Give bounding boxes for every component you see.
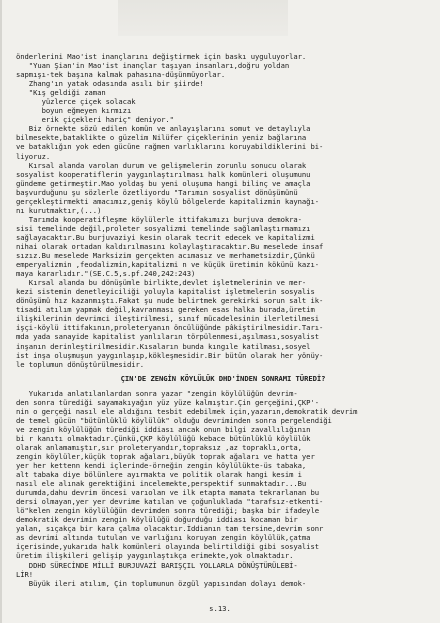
text-line: yer her kettenn kendi içlerinde-örneğin zengin köylülükte-üs tabaka, bbox=[16, 461, 307, 471]
text-line: tisadi atılım yapmak değil,kavranması gereken esas halka burada,üretim bbox=[16, 305, 315, 315]
text-block-part1 bbox=[16, 52, 430, 369]
text-line: sağlayacaktır.Bu burjuvaziyi kesin olarak tecrit edecek ve kapitalizmi bbox=[16, 232, 315, 242]
text-line: ist inşa oluşmuşun yaygınlaşıp,kökleşmesidir.Bir bütün olarak her yönüy- bbox=[16, 350, 324, 360]
text-line: mda yada sanayide kapitalist yanlıların törpülenmesi,aşılması,sosyalist bbox=[16, 332, 319, 342]
text-line: üretim ilişkileri gelişip yaygınlaştıkça erimekte,yok olmaktadır. bbox=[16, 551, 294, 561]
text-line: Zhang'ın yatak odasında asılı bir şiirde! bbox=[16, 79, 204, 89]
text-line: demokratik devrimin zengin köylülüğü doğurduğu iddiası kocaman bir bbox=[16, 515, 298, 525]
text-line: olarak anlamamıştır,sır proleteryandır,topraksız ,az topraklı,orta, bbox=[16, 442, 302, 452]
text-line: "Kış geldiği zaman bbox=[16, 88, 106, 98]
text-line: sızız.Bu meselede Marksizim gerçekten acımasız ve merhametsizdir,Çünkü bbox=[16, 251, 315, 261]
document-body bbox=[16, 52, 430, 588]
text-line: Kırsal alanda varolan durum ve gelişmelerin zorunlu sonucu olarak bbox=[16, 160, 307, 170]
text-line: başvurduğunu şu sözlerle özetliyordu "Tarımın sosyalist dönüşümünü bbox=[16, 187, 298, 197]
text-line: gündeme getirmeştir.Mao yoldaş bu yeni oluşuma hangi bilinç ve amaçla bbox=[16, 178, 311, 188]
text-line: "Yuan Şian'in Mao'ist inançlar taşıyan insanları,doğru yoldan bbox=[16, 61, 290, 71]
text-line: ilişkilerinin devrimci ileştirilmesi, sınıf mücadelesinin ilerletilmesi bbox=[16, 314, 319, 324]
text-line: Kırsal alanda bu dönüşümle birlikte,devlet işletmelerinin ve mer- bbox=[16, 278, 307, 288]
text-line: maya kararlıdır."(SE.C.5,s.pf.240,242:243) bbox=[16, 269, 196, 279]
left-margin-shadow bbox=[0, 0, 2, 623]
text-line: zengin köylüler,küçük toprak ağaları,büyük toprak ağaları ve hatta yer bbox=[16, 451, 315, 461]
page-number: s.13. bbox=[209, 604, 231, 613]
text-line: DDHD SÜRECİNDE MİLLİ BURJUVAZİ BARIŞÇIL YOLLARLA DÖNÜŞTÜRÜLEBİ- bbox=[16, 560, 298, 570]
paper-tape-mark bbox=[118, 0, 288, 36]
text-line: dersi olmayan,yer yer devrime katılan ve çoğunluklada "tarafsız-etkenti- bbox=[16, 497, 324, 507]
text-line: Biz örnekte sözü edilen komün ve anlayışlarını somut ve detaylıyla bbox=[16, 124, 311, 134]
text-line: boyun eğmeyen kırmızı bbox=[16, 106, 132, 116]
text-line: LİR! bbox=[16, 569, 34, 579]
text-line: de temel gücün "bütünlüklü köylülük" olduğu devriminden sonra pergelendiği bbox=[16, 415, 332, 425]
text-line: sapmışı-tek başına kalmak pahasına-düşünmüyorlar. bbox=[16, 70, 226, 80]
text-line: sisi temelinde değil,proleter sosyalizmi temelinde sağlamlaştırmamızı bbox=[16, 223, 311, 233]
section-heading: ÇIN'DE ZENGİN KÖYLÜLÜK DHD'İNDEN SONRAMI TÜREDİ? bbox=[120, 373, 326, 383]
text-line: Büyük ileri atılım, Çin toplumunun özgül yapısından dolayı demok- bbox=[16, 578, 307, 588]
text-line: erik çiçekleri hariç" deniyor." bbox=[16, 115, 174, 125]
text-line: kezi sistemin denetleyiciliği yoluyla kapitalist işletmelerin sosyalis bbox=[16, 287, 315, 297]
text-line: alt tabaka diye bölünlere ayırmakta ve politik olarak hangi kesim i bbox=[16, 470, 302, 480]
text-line: as devrimi altında tutulan ve varlığını koruyan zengin köylülük,çatma bbox=[16, 533, 311, 543]
text-line: yüzlerce çiçek solacak bbox=[16, 97, 136, 107]
text-line: emperyalizmin ,feodalizmin,kapitalizmi n ve küçük üretimin kökünü kazı- bbox=[16, 260, 319, 270]
text-line: Tarımda kooperatifleşme köylülerle ittifakımızı burjuva demokra- bbox=[16, 214, 302, 224]
text-line: sosyalist kooperatiflerin yaygınlaştırılması halk komünleri oluşumunu bbox=[16, 169, 311, 179]
text-line: nı kurutmaktır,(...) bbox=[16, 205, 102, 215]
text-line: durumda,dahu devrim öncesi varıolan ve ilk etapta mamata tekrarlanan bu bbox=[16, 488, 319, 498]
text-line: inşanın derinleştirilmesidir.Kısaların bunda kıngıle katilması,sosyel bbox=[16, 341, 311, 351]
text-line: dönüşümü hız kazanmıştı.Fakat şu nude belirtmek gerekirki sorun salt ik- bbox=[16, 296, 324, 306]
text-line: lö"kelen zengin köylülüğün devrimden sonra türediği; başka bir ifadeyle bbox=[16, 506, 319, 516]
text-line: içerisinde,yukarıda halk komünleri olayında belirtildiği gibi sosyalist bbox=[16, 542, 319, 552]
text-line: gerçekleştirmekti amacımız,geniş köylü bölgelerde kapitalizmin kaynağı- bbox=[16, 196, 319, 206]
text-line: ve bataklığın yok eden gücüne rağmen varlıklarını koruyabildiklerini bi- bbox=[16, 142, 324, 152]
text-line: le toplumun dönüştürülmesidir. bbox=[16, 359, 145, 369]
text-line: işçi-köylü ittifakının,proleteryanın öncülüğünde pâkiştirilmesidir.Tarı- bbox=[16, 323, 324, 333]
text-line: yalan, sıçakça bir kara çalma olacaktır.İddianın tam tersine,devrim sonr bbox=[16, 524, 324, 534]
text-line: nin o gerçeği nasıl ele aldığını tesbit edebilmek için,yazarın,demokratik devrim bbox=[16, 406, 358, 416]
text-line: den sonra türediği sayamakıyağın yüz yüze kalmıştır.Çin gerçeğini,ÇKP'- bbox=[16, 397, 319, 407]
text-line: bilmesekte,bataklikte o güzelim Nilüfer çiçeklerinin yeniz bağlarına bbox=[16, 133, 307, 143]
text-line: ve zengin köylülüğün türediği iddiası ancak onun bilgi zavallılığının bbox=[16, 424, 311, 434]
text-line: nasıl ele alınak gerektiğini incelemekte,perspektif sunmaktadır...Bu bbox=[16, 479, 307, 489]
text-line: önderlerini Mao'ist inançlarını değiştirmek için baskı uyguluyorlar. bbox=[16, 52, 307, 61]
text-block-part2 bbox=[16, 389, 430, 588]
text-line: Yukarıda anlatılanlardan sonra yazar "zengin köylülüğün devrim- bbox=[16, 388, 298, 398]
text-line: nihai olarak ortadan kaldırılmasını kolaylaştıracaktır.Bu meselede insaf bbox=[16, 241, 324, 251]
text-line: liyoruz. bbox=[16, 151, 51, 161]
text-line: bi r kanıtı olmaktadır.Çünkü,ÇKP köylülüğü kebace bütünlüklü köylülük bbox=[16, 433, 311, 443]
